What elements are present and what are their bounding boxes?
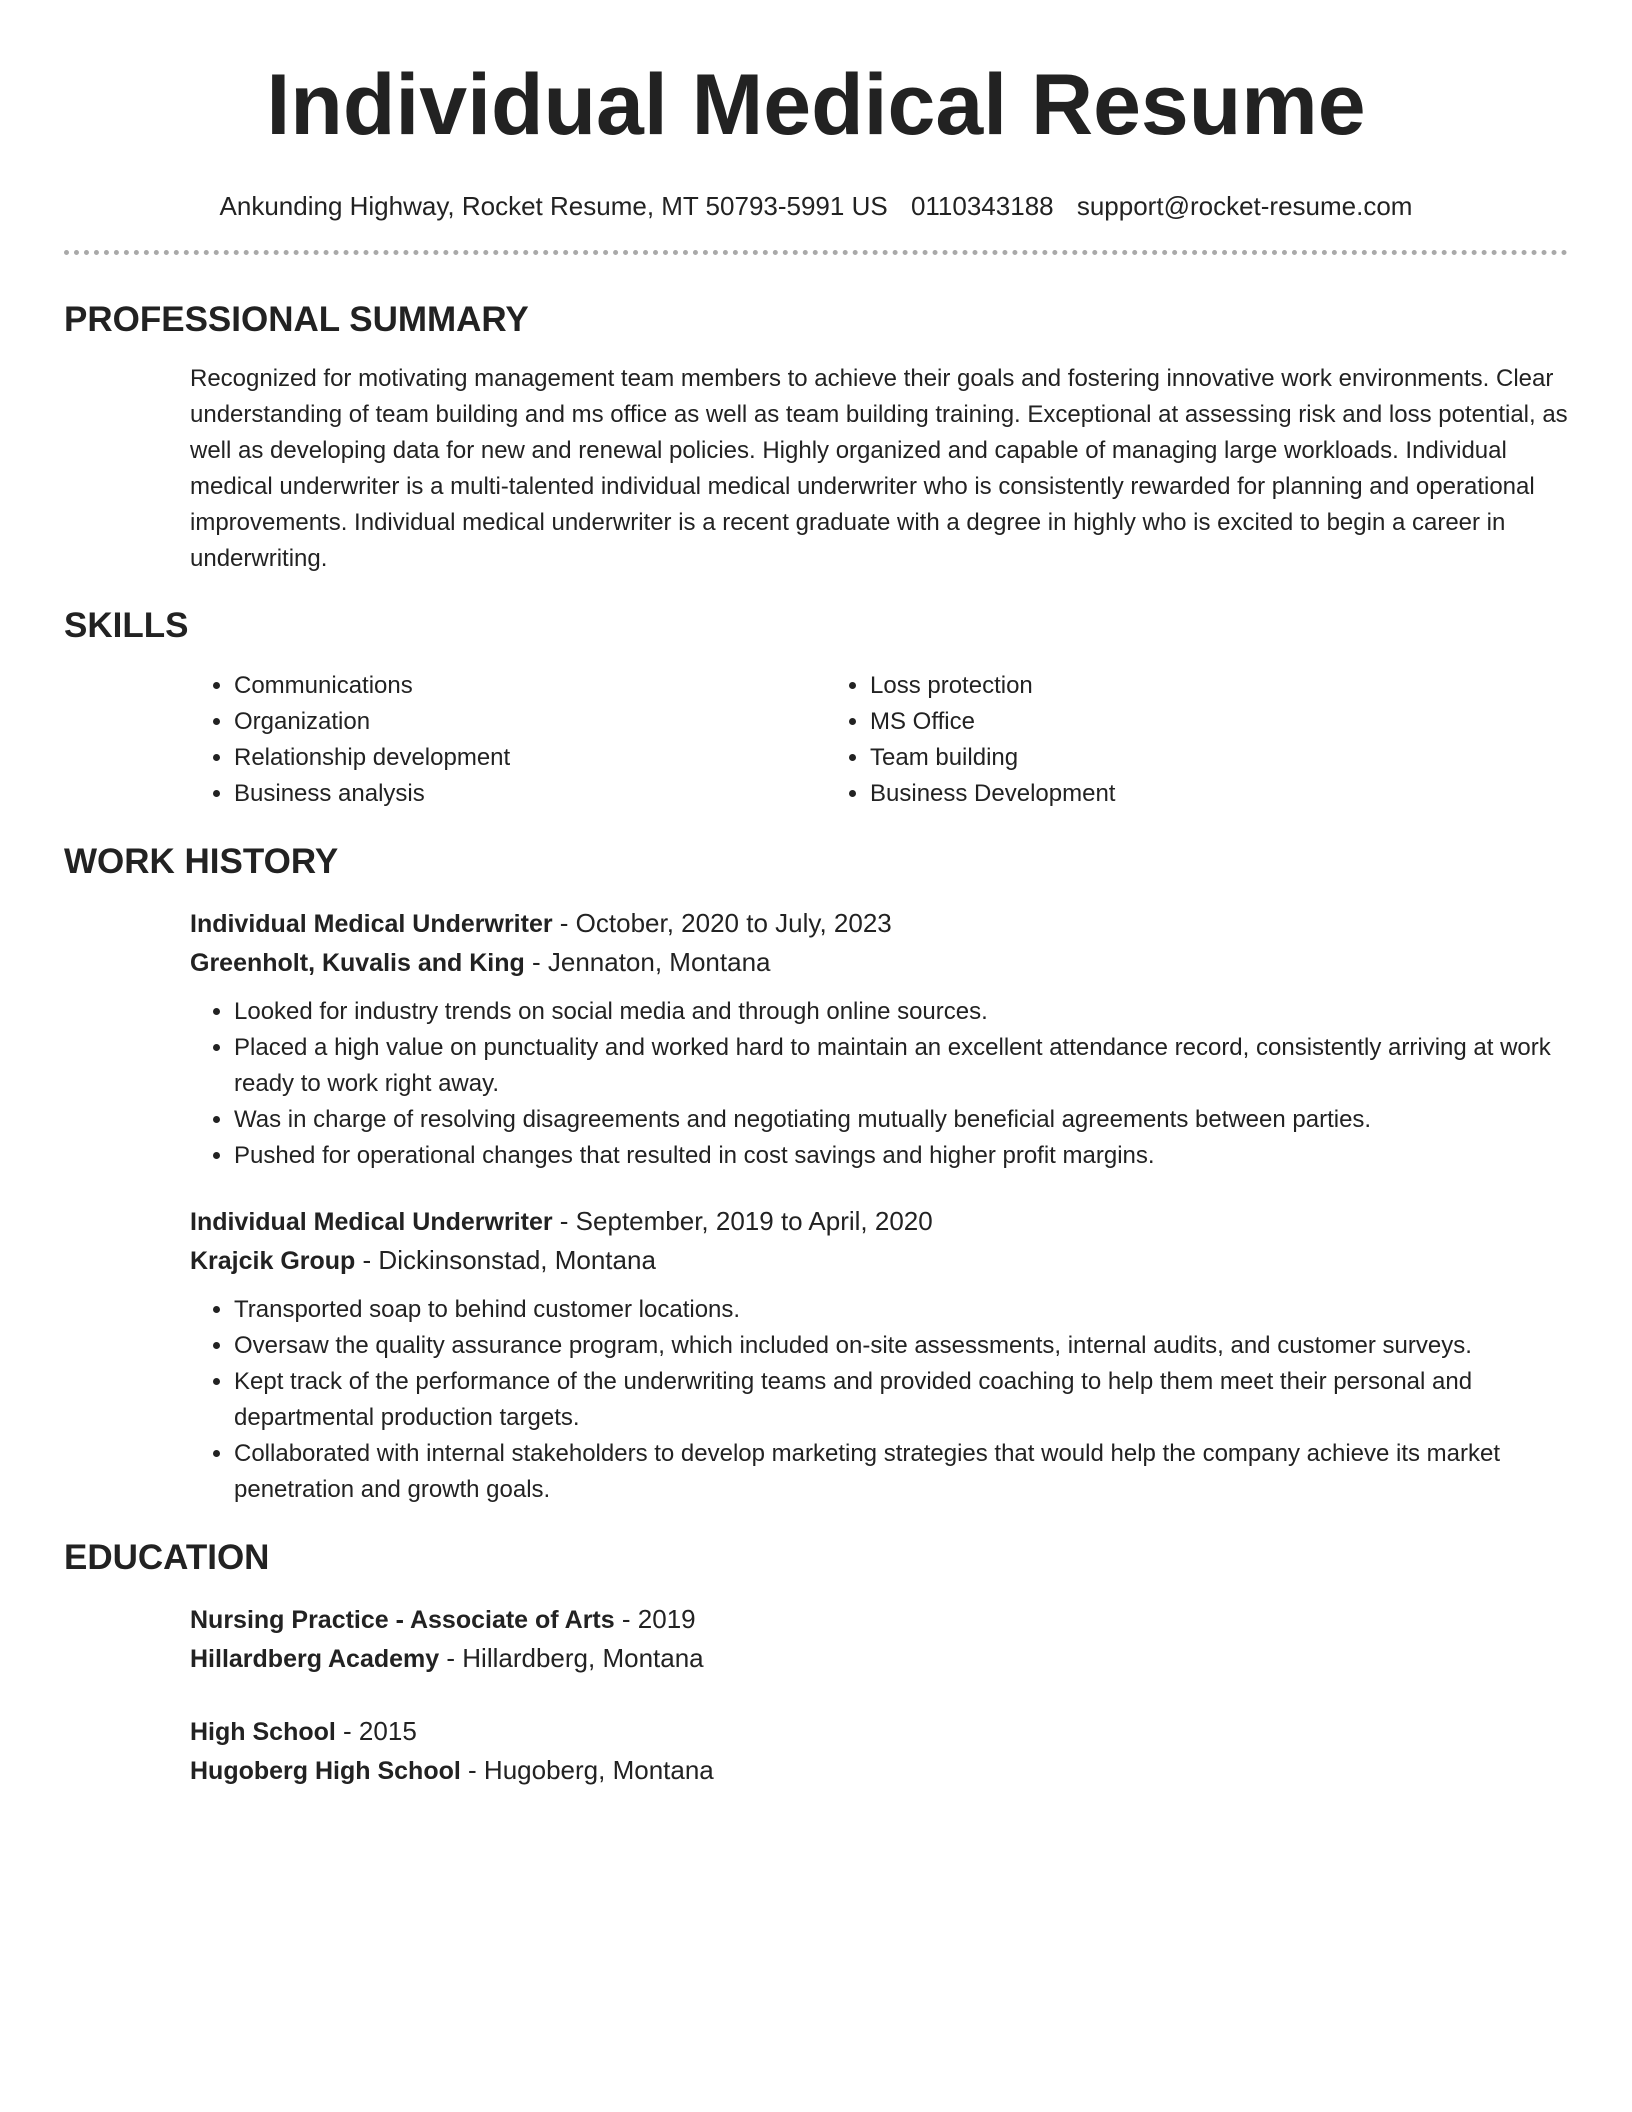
job-bullet: • Transported soap to behind customer locations. (234, 1292, 1568, 1328)
education-degree-line (190, 1600, 1568, 1639)
job-company-line (190, 1241, 1568, 1280)
education-heading: EDUCATION (64, 1538, 270, 1577)
education-degree-line (190, 1712, 1568, 1751)
education-school: Hillardberg Academy (190, 1645, 440, 1673)
contact-email: support@rocket-resume.com (1076, 191, 1413, 221)
summary-text: Recognized for motivating management team members to achieve their goals and fostering innovative work environments. Clear understanding of team building and ms office as well as team building training. Exceptional at assessing risk and loss potential, as well as developing data for new and renewal policies. Highly organized and capable of managing large workloads. Individual medical underwriter is a multi-talented individual medical underwriter who is consistently rewarded for planning and operational improvements. Individual medical underwriter is a recent graduate with a degree in highly who is excited to begin a career in underwriting. (190, 365, 1568, 572)
job-entry (190, 904, 1568, 1174)
skill-item: • Loss protection (870, 668, 1115, 704)
skill-item: • Team building (870, 740, 1115, 776)
job-bullet: • Placed a high value on punctuality and worked hard to maintain an excellent attendance record, consistently arriving at work ready to work right away. (234, 1030, 1568, 1102)
job-title: Individual Medical Underwriter (190, 1208, 553, 1236)
education-location: - Hugoberg, Montana (460, 1755, 714, 1785)
job-bullets (190, 994, 1568, 1174)
education-school-line (190, 1751, 1568, 1790)
job-location: - Jennaton, Montana (524, 947, 771, 977)
skill-item: • Business analysis (234, 776, 826, 812)
job-dates: - October, 2020 to July, 2023 (552, 908, 892, 938)
job-bullet: • Pushed for operational changes that resulted in cost savings and higher profit margins. (234, 1138, 1568, 1174)
education-entry (190, 1600, 1568, 1678)
education-degree: Nursing Practice - Associate of Arts (190, 1606, 615, 1634)
skill-item: • MS Office (870, 704, 1115, 740)
skills-column-right (826, 668, 1115, 812)
job-title-line (190, 1202, 1568, 1241)
education-year: - 2019 (614, 1604, 696, 1634)
job-title: Individual Medical Underwriter (190, 910, 553, 938)
job-company-line (190, 943, 1568, 982)
contact-address: Ankunding Highway, Rocket Resume, MT 50793-5991 US (219, 191, 888, 221)
summary-heading: PROFESSIONAL SUMMARY (64, 300, 529, 339)
skill-item: • Relationship development (234, 740, 826, 776)
job-bullet: • Was in charge of resolving disagreements and negotiating mutually beneficial agreements between parties. (234, 1102, 1568, 1138)
education-location: - Hillardberg, Montana (439, 1643, 704, 1673)
resume-title: Individual Medical Resume (266, 57, 1366, 153)
job-dates: - September, 2019 to April, 2020 (552, 1206, 933, 1236)
job-bullet: • Oversaw the quality assurance program, which included on-site assessments, internal audits, and customer surveys. (234, 1328, 1568, 1364)
education-year: - 2015 (335, 1716, 417, 1746)
skill-item: • Business Development (870, 776, 1115, 812)
job-bullets (190, 1292, 1568, 1508)
job-title-line (190, 904, 1568, 943)
job-bullet: • Looked for industry trends on social media and through online sources. (234, 994, 1568, 1030)
job-company: Greenholt, Kuvalis and King (190, 949, 525, 977)
skills-list (190, 668, 1568, 812)
skills-heading: SKILLS (64, 606, 189, 645)
education-entry (190, 1712, 1568, 1790)
education-degree: High School (190, 1718, 336, 1746)
job-location: - Dickinsonstad, Montana (355, 1245, 656, 1275)
skill-item: • Communications (234, 668, 826, 704)
job-company: Krajcik Group (190, 1247, 356, 1275)
job-entry (190, 1202, 1568, 1508)
education-school: Hugoberg High School (190, 1757, 461, 1785)
job-bullet: • Kept track of the performance of the underwriting teams and provided coaching to help them meet their personal and departmental production targets. (234, 1364, 1568, 1436)
contact-line (64, 188, 1568, 224)
skills-column-left (190, 668, 826, 812)
education-school-line (190, 1639, 1568, 1678)
skill-item: • Organization (234, 704, 826, 740)
work-history-heading: WORK HISTORY (64, 842, 339, 881)
job-bullet: • Collaborated with internal stakeholders to develop marketing strategies that would help the company achieve its market penetration and growth goals. (234, 1436, 1568, 1508)
header-divider (64, 250, 1568, 255)
contact-phone: 0110343188 (910, 191, 1054, 221)
